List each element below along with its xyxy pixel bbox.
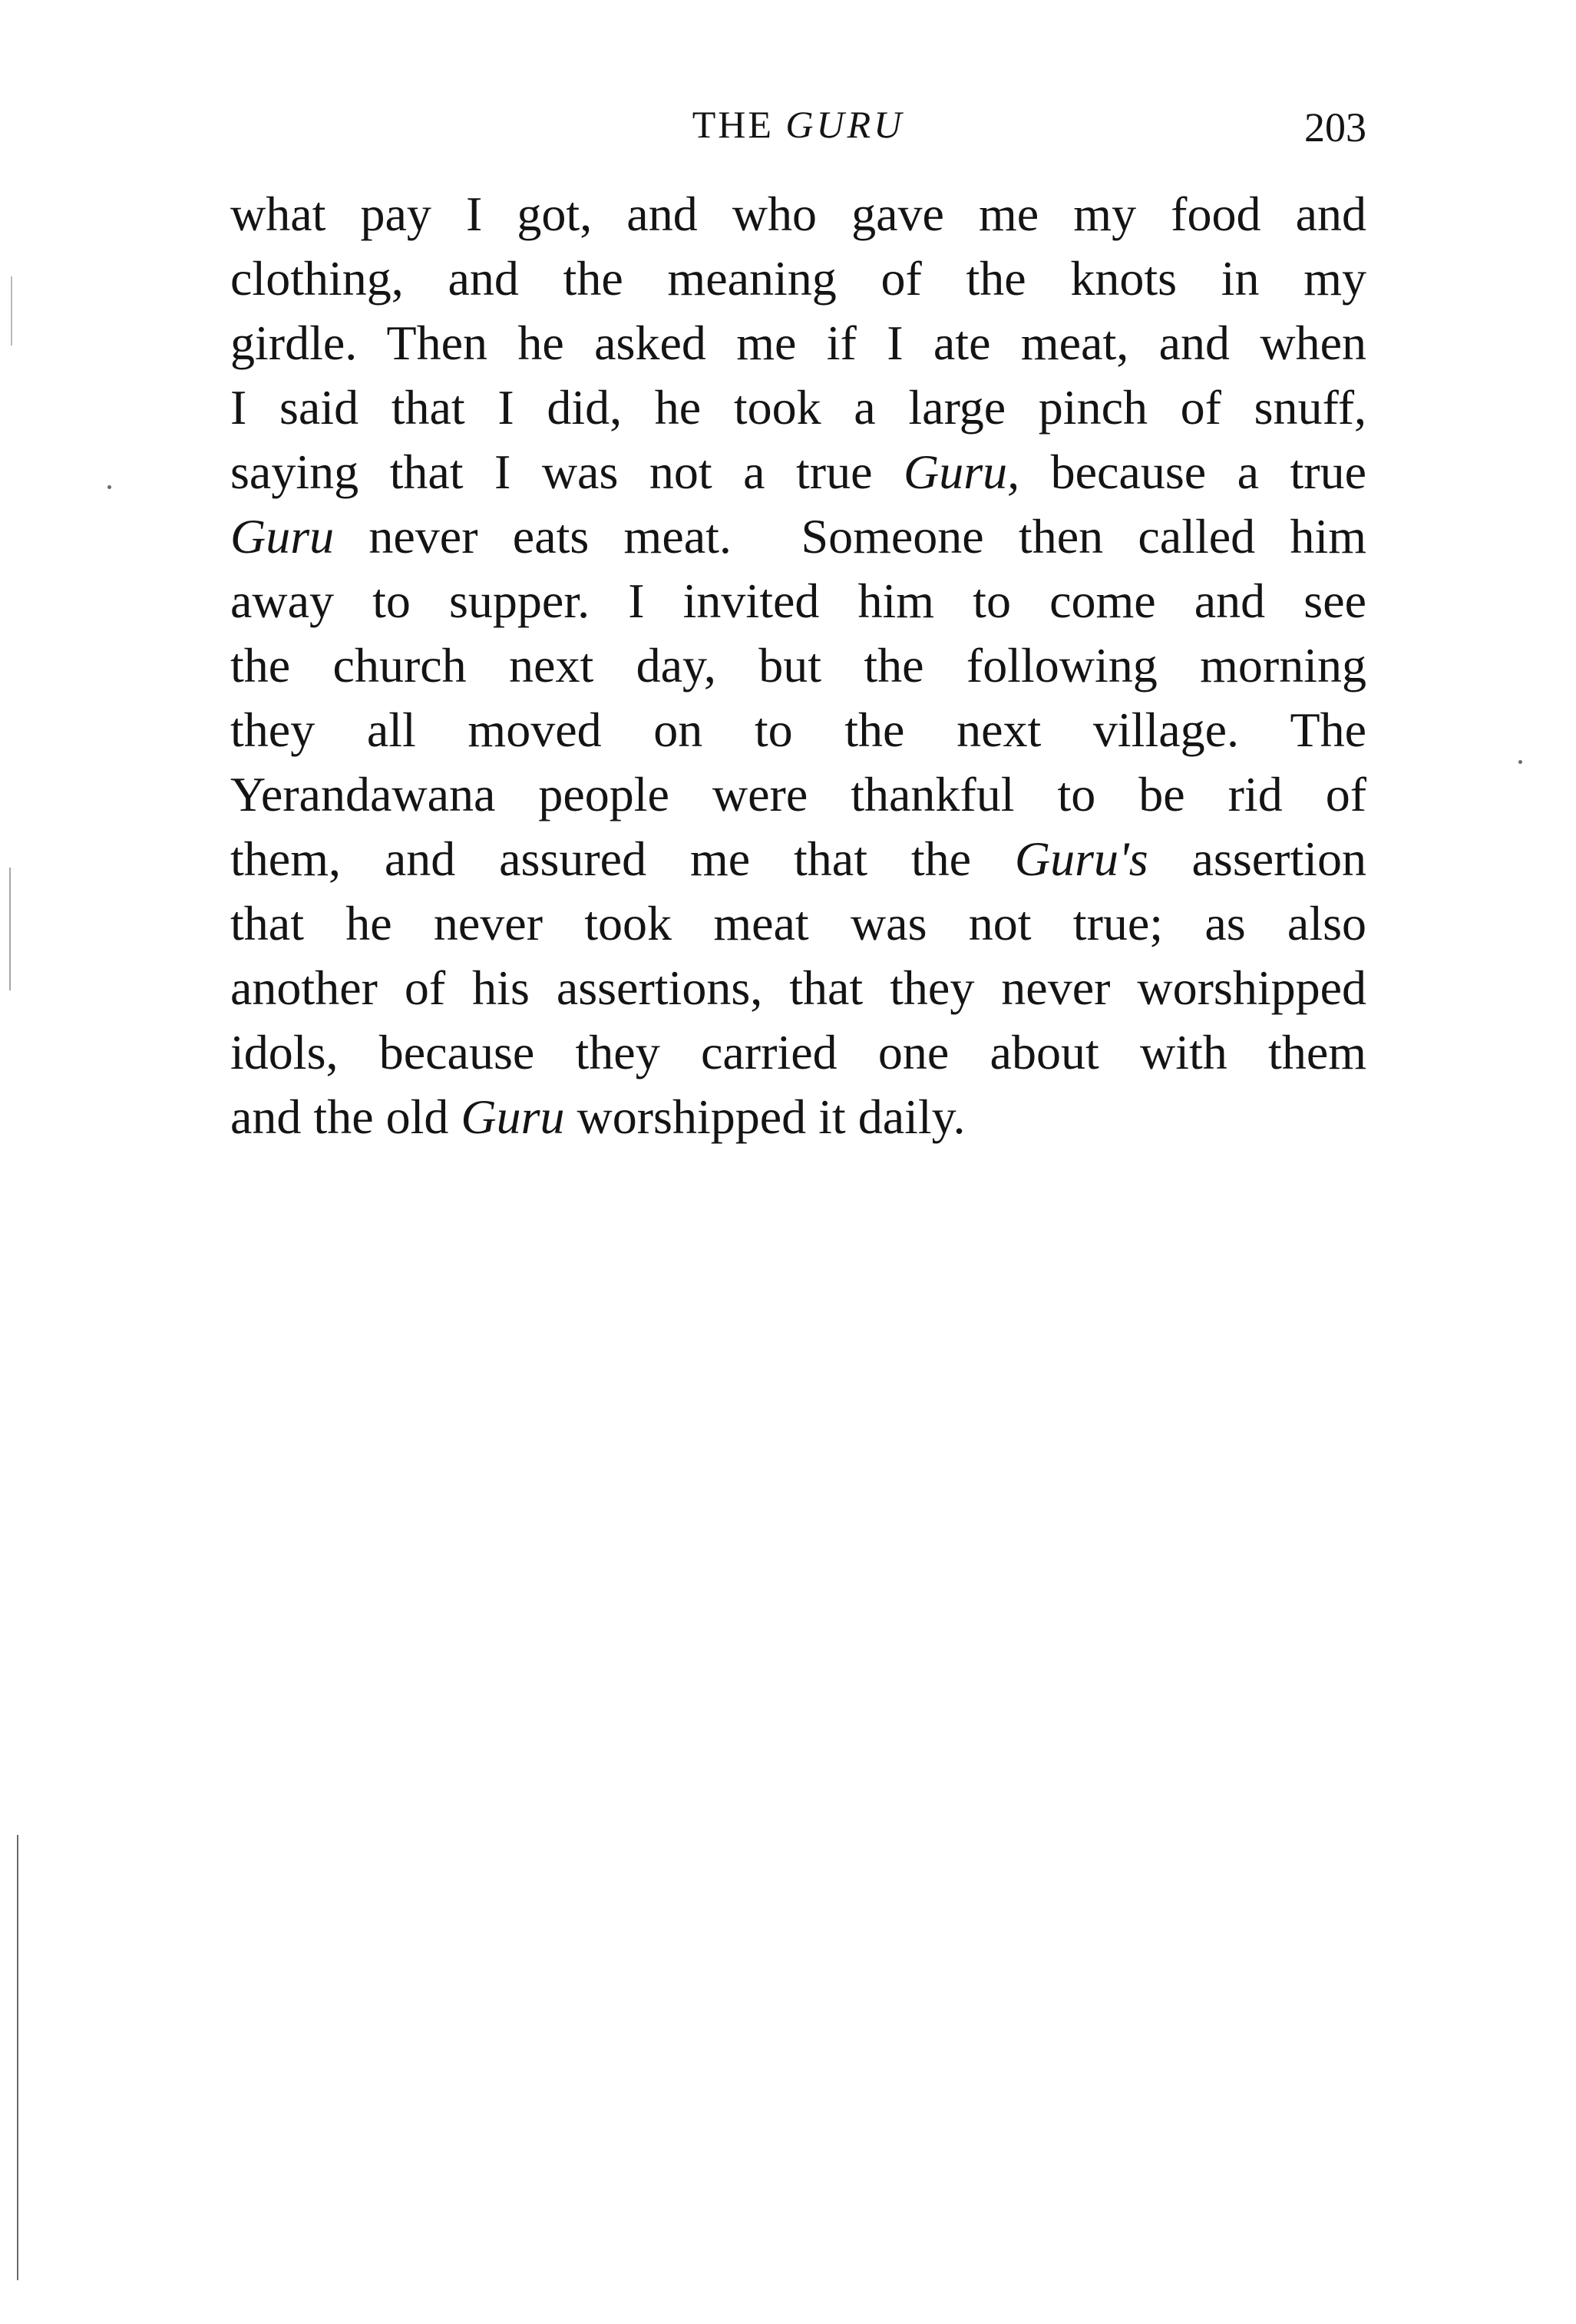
italic-word: Guru, (903, 445, 1020, 499)
italic-word: Guru (230, 509, 335, 564)
text-run: and the old (230, 1089, 461, 1144)
running-title-prefix: THE (692, 103, 774, 146)
body-text (230, 182, 1366, 1149)
text-line: I said that I did, he took a large pinch of snuff, (230, 380, 1366, 435)
text-line: Yerandawana people were thankful to be rid of (230, 767, 1366, 821)
binding-mark (11, 276, 12, 345)
text-line: that he never took meat was not true; as also (230, 896, 1366, 950)
text-line: another of his assertions, that they never worshipped (230, 960, 1366, 1015)
running-title (230, 94, 1366, 155)
text-line: clothing, and the meaning of the knots in my (230, 251, 1366, 306)
text-run: never eats meat. Someone then called him (334, 509, 1366, 564)
binding-mark (17, 1835, 18, 2280)
italic-word: Guru (461, 1089, 565, 1144)
running-title-italic: GURU (785, 103, 905, 146)
scan-speck (1518, 760, 1522, 764)
text-line (230, 1085, 1366, 1149)
text-line (230, 827, 1366, 891)
text-run: assertion (1148, 831, 1366, 886)
running-header (230, 94, 1366, 155)
text-run: them, and assured me that the (230, 831, 1015, 886)
text-line: girdle. Then he asked me if I ate meat, and when (230, 316, 1366, 370)
binding-mark (9, 868, 11, 990)
text-line: they all moved on to the next village. The (230, 702, 1366, 757)
text-line: away to supper. I invited him to come and see (230, 574, 1366, 628)
text-line: idols, because they carried one about with them (230, 1025, 1366, 1079)
text-run: saying that I was not a true (230, 445, 904, 499)
text-line (230, 440, 1366, 504)
page-number: 203 (1304, 104, 1366, 150)
italic-word: Guru's (1014, 831, 1148, 886)
text-line: what pay I got, and who gave me my food and (230, 187, 1366, 241)
scan-speck (107, 485, 111, 489)
text-line (230, 504, 1366, 569)
text-run: worshipped it daily. (564, 1089, 966, 1144)
text-run: because a true (1019, 445, 1366, 499)
text-line: the church next day, but the following morning (230, 638, 1366, 693)
